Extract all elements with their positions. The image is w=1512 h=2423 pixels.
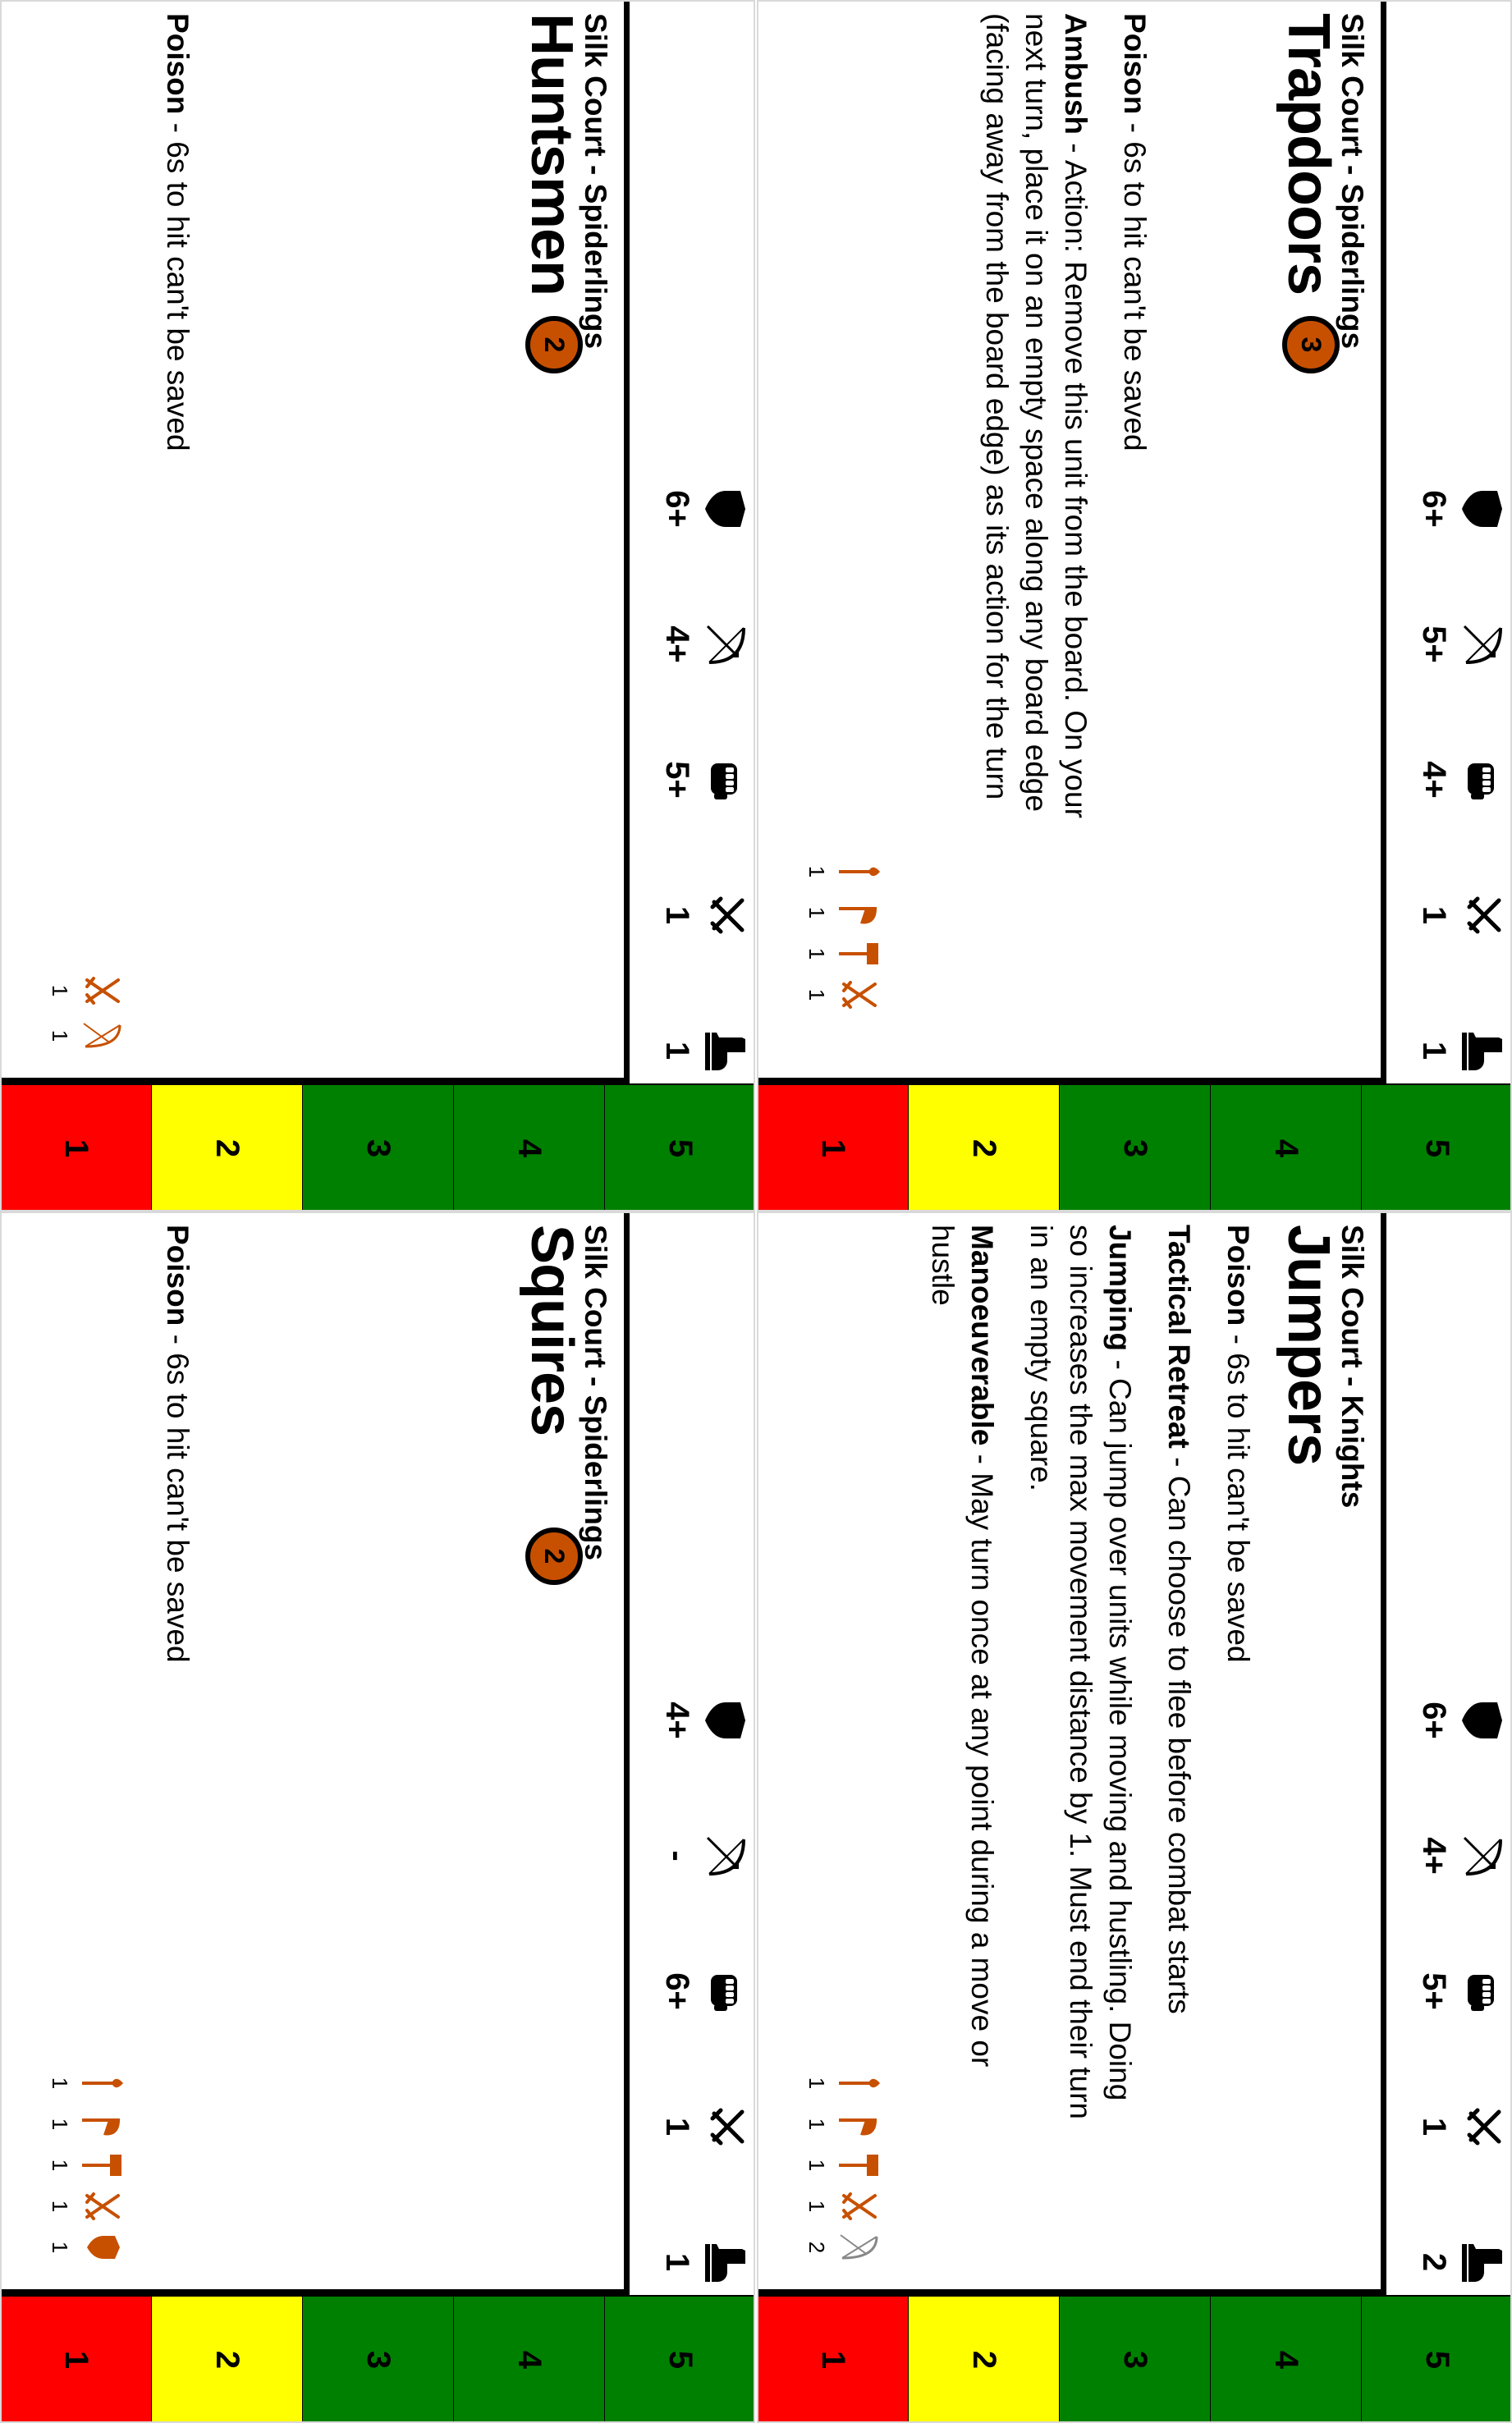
health-box[interactable]: 3 xyxy=(1059,2295,1210,2423)
rule-text: - 6s to hit can't be saved xyxy=(161,114,195,451)
rule-name: Poison xyxy=(1221,1225,1255,1326)
hammer-icon xyxy=(80,2151,125,2179)
axe-icon xyxy=(837,2110,882,2138)
stat-attack xyxy=(1381,1958,1512,2024)
crossed-swords-icon xyxy=(837,981,882,1009)
fist-icon xyxy=(1459,1968,1505,2014)
faction-label: Silk Court - Spiderlings xyxy=(579,1225,612,1561)
unit-name: Squires xyxy=(519,1225,584,1436)
stat-defence xyxy=(624,1688,755,1753)
unit-card-huntsmen[interactable] xyxy=(0,0,755,1212)
rule-text: - 6s to hit can't be saved xyxy=(1118,114,1152,451)
shield-icon xyxy=(1459,1697,1505,1743)
stat-defence xyxy=(624,476,755,542)
fist-icon xyxy=(703,757,749,803)
rule-item xyxy=(977,13,1095,878)
stat-ranged xyxy=(1381,611,1512,677)
stat-attack-value: 4+ xyxy=(1416,761,1452,799)
equipment-shield xyxy=(48,2233,125,2261)
faction-label: Silk Court - Knights xyxy=(1336,1225,1369,1509)
stat-ranged xyxy=(624,611,755,677)
health-box[interactable]: 5 xyxy=(604,2295,755,2423)
torch-icon xyxy=(80,2069,125,2097)
equipment-value: 1 xyxy=(804,865,829,878)
shield-icon xyxy=(703,1697,749,1743)
equipment-list xyxy=(0,2069,131,2291)
rule-item xyxy=(158,13,197,878)
boot-icon xyxy=(1459,1028,1505,1074)
equipment-swords xyxy=(48,977,125,1005)
equipment-bow xyxy=(48,1022,125,1050)
stat-attack xyxy=(624,1958,755,2024)
stat-move xyxy=(624,1018,755,1083)
stat-defence-value: 4+ xyxy=(659,1702,695,1739)
fist-icon xyxy=(703,1968,749,2014)
boot-icon xyxy=(1459,2239,1505,2285)
unit-name: Trapdoors xyxy=(1276,13,1341,295)
rule-name: Poison xyxy=(1118,13,1152,115)
unit-card-squires[interactable] xyxy=(0,1212,755,2423)
boot-icon xyxy=(703,1028,749,1074)
equipment-value: 1 xyxy=(48,2200,72,2213)
rule-text: - May turn once at any point during a move or hustle xyxy=(926,1225,999,2068)
bow-icon xyxy=(703,621,749,667)
rules-list xyxy=(138,1225,197,2090)
cost-badge: 2 xyxy=(525,1528,583,1585)
unit-name: Huntsmen xyxy=(519,13,584,296)
divider xyxy=(757,1078,1381,1083)
stat-move-value: 2 xyxy=(1416,2252,1452,2272)
stat-move-value: 1 xyxy=(659,2252,695,2272)
stat-ranged-value: 4+ xyxy=(659,625,695,663)
shield-icon xyxy=(703,486,749,532)
health-box[interactable]: 4 xyxy=(453,1083,604,1212)
health-track xyxy=(757,2295,1512,2423)
equipment-hammer xyxy=(804,940,882,968)
stat-move-value: 1 xyxy=(1416,1041,1452,1060)
shield-icon xyxy=(80,2233,125,2261)
crossed-swords-icon xyxy=(703,2104,749,2150)
equipment-value: 1 xyxy=(48,2241,72,2254)
equipment-swords xyxy=(48,2192,125,2220)
stat-defence-value: 6+ xyxy=(1416,1702,1452,1739)
equipment-axe xyxy=(804,899,882,927)
stat-defence-value: 6+ xyxy=(659,490,695,528)
stat-row xyxy=(624,1212,755,2295)
health-track xyxy=(0,1083,755,1212)
rule-name: Poison xyxy=(161,13,195,115)
equipment-axe xyxy=(48,2110,125,2138)
bow-icon xyxy=(1459,621,1505,667)
rule-text: - 6s to hit can't be saved xyxy=(1221,1326,1255,1663)
rule-text: - Action: Remove this unit from the board. On your next turn, place it on an empty space along any board edge (facing away from the board edge) as its action for the turn xyxy=(980,13,1093,818)
health-box[interactable]: 1 xyxy=(0,2295,151,2423)
unit-card-jumpers[interactable] xyxy=(757,1212,1512,2423)
stat-move-value: 1 xyxy=(659,1041,695,1060)
equipment-value: 1 xyxy=(48,2118,72,2131)
cost-badge: 3 xyxy=(1282,316,1340,373)
rule-item xyxy=(1218,1225,1258,2131)
stat-melee xyxy=(1381,2094,1512,2160)
rules-list xyxy=(138,13,197,878)
crossed-swords-icon xyxy=(1459,2104,1505,2150)
health-box[interactable]: 4 xyxy=(1210,2295,1361,2423)
health-box[interactable]: 4 xyxy=(1210,1083,1361,1212)
equipment-list xyxy=(757,858,888,1071)
crossed-swords-icon xyxy=(703,892,749,938)
stat-attack-value: 5+ xyxy=(659,761,695,799)
rule-text: - Can jump over units while moving and hustling. Doing so increases the max movement distance by 1. Must end their turn in an empty square. xyxy=(1024,1225,1137,2119)
stat-move xyxy=(624,2229,755,2295)
equipment-value: 1 xyxy=(804,2118,829,2131)
unit-card-trapdoors[interactable] xyxy=(757,0,1512,1212)
rule-name: Manoeuverable xyxy=(965,1225,999,1446)
crossed-swords-icon xyxy=(80,2192,125,2220)
torch-icon xyxy=(837,2069,882,2097)
stat-melee-value: 1 xyxy=(659,2117,695,2137)
equipment-hammer xyxy=(804,2151,882,2179)
stat-melee xyxy=(624,2094,755,2160)
shield-icon xyxy=(1459,486,1505,532)
equipment-torch xyxy=(48,2069,125,2097)
stat-defence-value: 6+ xyxy=(1416,490,1452,528)
equipment-hammer xyxy=(48,2151,125,2179)
health-box[interactable]: 1 xyxy=(757,1083,908,1212)
health-box[interactable]: 3 xyxy=(1059,1083,1210,1212)
stat-ranged-value: - xyxy=(659,1850,695,1862)
health-track xyxy=(757,1083,1512,1212)
equipment-torch xyxy=(804,858,882,886)
hammer-icon xyxy=(837,940,882,968)
faction-label: Silk Court - Spiderlings xyxy=(579,13,612,350)
boot-icon xyxy=(703,2239,749,2285)
rule-name: Jumping xyxy=(1103,1225,1137,1352)
torch-icon xyxy=(837,858,882,886)
health-box[interactable]: 5 xyxy=(1361,1083,1512,1212)
health-box[interactable]: 3 xyxy=(302,2295,453,2423)
stat-melee xyxy=(624,882,755,948)
equipment-value: 2 xyxy=(804,2241,829,2254)
equipment-value: 1 xyxy=(804,947,829,960)
rules-list xyxy=(957,13,1154,878)
crossed-swords-icon xyxy=(1459,892,1505,938)
card-body xyxy=(757,0,1381,1083)
health-box[interactable]: 5 xyxy=(1361,2295,1512,2423)
rule-text: - Can choose to flee before combat starts xyxy=(1162,1448,1196,2014)
crossed-swords-icon xyxy=(80,977,125,1005)
stat-attack-value: 6+ xyxy=(659,1972,695,2010)
stat-ranged xyxy=(624,1823,755,1889)
stat-ranged-value: 5+ xyxy=(1416,625,1452,663)
unit-name: Jumpers xyxy=(1276,1225,1341,1466)
rule-name: Poison xyxy=(161,1225,195,1326)
equipment-list xyxy=(0,977,131,1079)
stat-defence xyxy=(1381,1688,1512,1753)
stat-attack xyxy=(624,747,755,813)
rule-item xyxy=(1115,13,1154,878)
rule-item xyxy=(923,1225,1001,2131)
rule-item xyxy=(1021,1225,1139,2131)
equipment-value: 1 xyxy=(804,2200,829,2213)
stat-melee-value: 1 xyxy=(659,905,695,925)
health-track xyxy=(0,2295,755,2423)
equipment-value: 1 xyxy=(48,2077,72,2090)
card-body xyxy=(0,1212,624,2295)
axe-icon xyxy=(80,2110,125,2138)
equipment-value: 1 xyxy=(804,2077,829,2090)
equipment-value: 1 xyxy=(48,984,72,997)
cost-badge: 2 xyxy=(525,316,583,373)
bow-icon xyxy=(703,1833,749,1879)
equipment-value: 1 xyxy=(804,906,829,919)
card-body xyxy=(0,0,624,1083)
health-box[interactable]: 2 xyxy=(151,1083,302,1212)
health-box[interactable]: 1 xyxy=(0,1083,151,1212)
stat-melee xyxy=(1381,882,1512,948)
equipment-torch xyxy=(804,2069,882,2097)
fist-icon xyxy=(1459,757,1505,803)
bow-icon xyxy=(1459,1833,1505,1879)
equipment-swords xyxy=(804,981,882,1009)
stat-melee-value: 1 xyxy=(1416,2117,1452,2137)
bow-icon xyxy=(837,2233,882,2261)
stat-ranged-value: 4+ xyxy=(1416,1837,1452,1875)
health-box[interactable]: 3 xyxy=(302,1083,453,1212)
stat-defence xyxy=(1381,476,1512,542)
axe-icon xyxy=(837,899,882,927)
rule-item xyxy=(158,1225,197,2090)
rule-name: Ambush xyxy=(1059,13,1093,135)
health-box[interactable]: 2 xyxy=(151,2295,302,2423)
card-body xyxy=(757,1212,1381,2295)
equipment-bow xyxy=(804,2233,882,2261)
stat-move xyxy=(1381,1018,1512,1083)
stat-move xyxy=(1381,2229,1512,2295)
rule-name: Tactical Retreat xyxy=(1162,1225,1196,1449)
stat-attack-value: 5+ xyxy=(1416,1972,1452,2010)
health-box[interactable]: 2 xyxy=(908,1083,1059,1212)
crossed-swords-icon xyxy=(837,2192,882,2220)
equipment-value: 1 xyxy=(48,1029,72,1042)
rule-text: - 6s to hit can't be saved xyxy=(161,1326,195,1663)
rule-item xyxy=(1159,1225,1198,2131)
equipment-value: 1 xyxy=(804,988,829,1001)
stat-row xyxy=(1381,0,1512,1083)
stat-attack xyxy=(1381,747,1512,813)
stat-ranged xyxy=(1381,1823,1512,1889)
health-box[interactable]: 4 xyxy=(453,2295,604,2423)
rules-list xyxy=(903,1225,1258,2131)
stat-row xyxy=(624,0,755,1083)
bow-icon xyxy=(80,1022,125,1050)
stat-melee-value: 1 xyxy=(1416,905,1452,925)
health-box[interactable]: 1 xyxy=(757,2295,908,2423)
health-box[interactable]: 2 xyxy=(908,2295,1059,2423)
stat-row xyxy=(1381,1212,1512,2295)
equipment-value: 1 xyxy=(48,2159,72,2172)
equipment-axe xyxy=(804,2110,882,2138)
equipment-swords xyxy=(804,2192,882,2220)
health-box[interactable]: 5 xyxy=(604,1083,755,1212)
faction-label: Silk Court - Spiderlings xyxy=(1336,13,1369,350)
equipment-list xyxy=(757,2069,888,2291)
equipment-value: 1 xyxy=(804,2159,829,2172)
hammer-icon xyxy=(837,2151,882,2179)
